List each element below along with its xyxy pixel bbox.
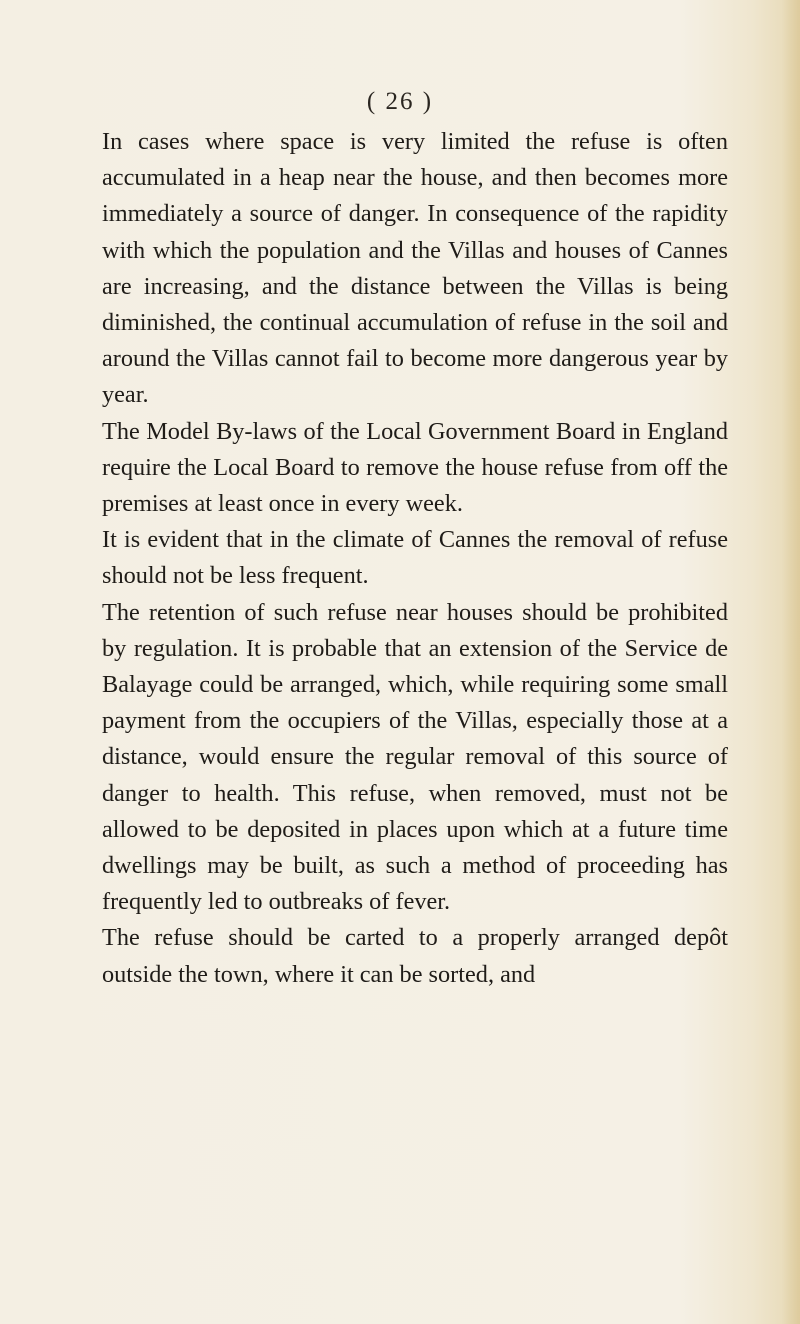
paragraph-carted-depot: The refuse should be carted to a properly arranged depôt outside the town, where it can be sorted, and bbox=[102, 924, 728, 988]
page-edge-shadow bbox=[782, 0, 800, 1324]
paragraph-climate-cannes: It is evident that in the climate of Cannes the removal of refuse should not be less frequent. bbox=[102, 526, 728, 590]
page-number: ( 26 ) bbox=[366, 88, 434, 115]
paragraph-retention-regulation: The retention of such refuse near houses should be prohibited by regulation. It is probable that an extension of the Service de Balayage could be arranged, which, while requiring some small payment from the occupiers of the Villas, especially those at a distance, would ensure the regular removal of this source of danger to health. This refuse, when removed, must not be allowed to be deposited in places upon which at a future time dwellings may be built, as such a method of proceeding has frequently led to outbreaks of fever. bbox=[102, 598, 728, 916]
paragraph-model-bylaws: The Model By-laws of the Local Government Board in England require the Local Board to remove the house refuse from off the premises at least once in every week. bbox=[102, 417, 728, 518]
page-body bbox=[102, 124, 728, 993]
paragraph-refuse-heap: In cases where space is very limited the refuse is often accumulated in a heap near the house, and then becomes more immediately a source of danger. In consequence of the rapidity with which the population and the Villas and houses of Cannes are increasing, and the distance between the Villas is being diminished, the continual accumulation of refuse in the soil and around the Villas cannot fail to become more dangerous year by year. bbox=[102, 128, 728, 409]
